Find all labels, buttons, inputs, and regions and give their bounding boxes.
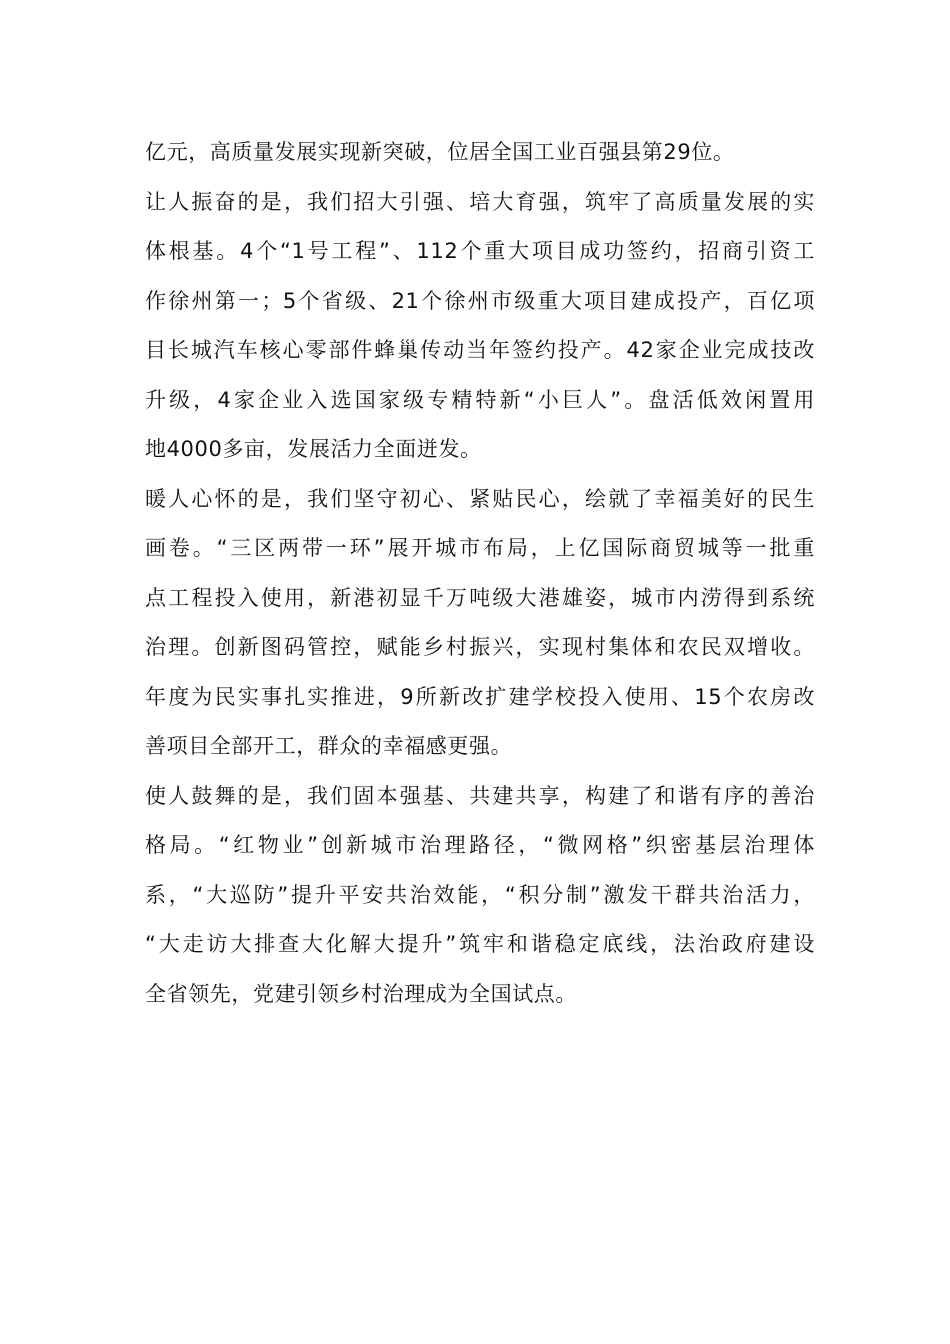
- text-line: 地4000多亩，发展活力全面迸发。: [145, 437, 482, 461]
- text-line: “大走访大排查大化解大提升”筑牢和谐稳定底线，法治政府建设: [145, 932, 815, 956]
- text-line: 系，“大巡防”提升平安共治效能，“积分制”激发干群共治活力，: [145, 882, 815, 907]
- document-body: [145, 128, 815, 1019]
- text-line: 善项目全部开工，群众的幸福感更强。: [145, 734, 513, 758]
- text-line: 画卷。“三区两带一环”展开城市布局，上亿国际商贸城等一批重: [145, 536, 815, 560]
- text-line: 让人振奋的是，我们招大引强、培大育强，筑牢了高质量发展的实: [145, 189, 815, 214]
- text-line: 体根基。4个“1号工程”、112个重大项目成功签约，招商引资工: [145, 239, 815, 263]
- text-line: 点工程投入使用，新港初显千万吨级大港雄姿，城市内涝得到系统: [145, 585, 815, 610]
- text-line: 暖人心怀的是，我们坚守初心、紧贴民心，绘就了幸福美好的民生: [145, 486, 815, 511]
- text-line: 亿元，高质量发展实现新突破，位居全国工业百强县第29位。: [145, 140, 735, 164]
- text-line: 目长城汽车核心零部件蜂巢传动当年签约投产。42家企业完成技改: [145, 338, 815, 362]
- text-line: 治理。创新图码管控，赋能乡村振兴，实现村集体和农民双增收。: [145, 635, 815, 659]
- text-line: 使人鼓舞的是，我们固本强基、共建共享，构建了和谐有序的善治: [145, 783, 815, 808]
- text-line: 作徐州第一；5个省级、21个徐州市级重大项目建成投产，百亿项: [145, 288, 815, 313]
- text-line: 格局。“红物业”创新城市治理路径，“微网格”织密基层治理体: [145, 833, 815, 857]
- text-line: 全省领先，党建引领乡村治理成为全国试点。: [145, 981, 577, 1006]
- text-line: 升级，4家企业入选国家级专精特新“小巨人”。盘活低效闲置用: [145, 387, 815, 412]
- text-line: 年度为民实事扎实推进，9所新改扩建学校投入使用、15个农房改: [145, 684, 815, 709]
